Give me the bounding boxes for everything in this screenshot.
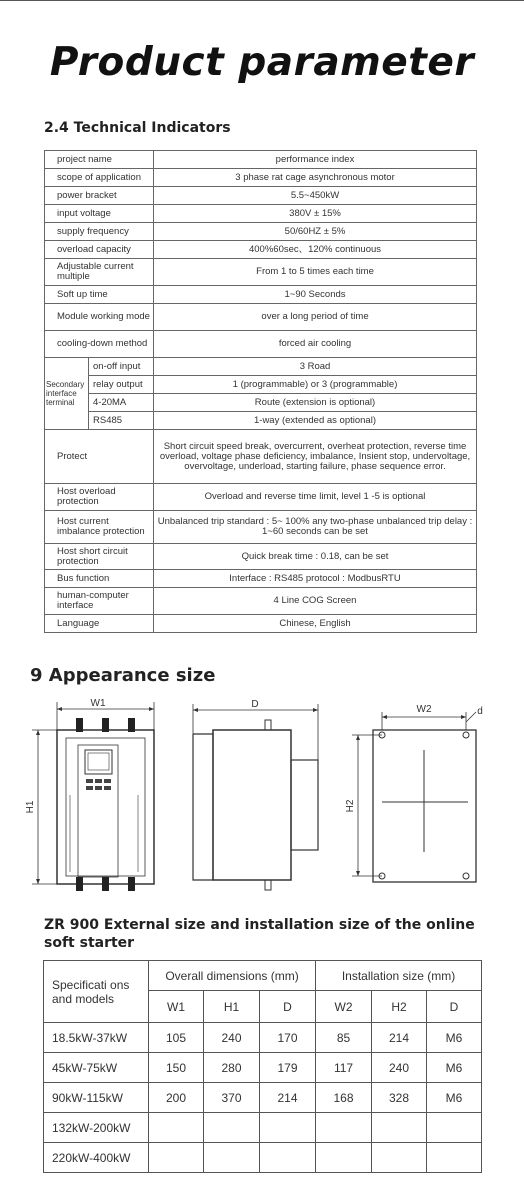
value-cell: 214 <box>260 1083 316 1113</box>
installation-size-table <box>43 960 482 1173</box>
row-value: 50/60HZ ± 5% <box>154 223 477 241</box>
value-cell: 117 <box>316 1053 372 1083</box>
row-value: 400%60sec、120% continuous <box>154 241 477 259</box>
value-cell: 179 <box>260 1053 316 1083</box>
table-row <box>45 205 477 223</box>
dim-label-h1: H1 <box>25 800 36 814</box>
model-cell: 45kW-75kW <box>44 1053 149 1083</box>
table-row <box>45 358 477 376</box>
value-cell: 240 <box>204 1023 260 1053</box>
table-row <box>45 241 477 259</box>
dim-label-d: D <box>251 699 259 710</box>
value-cell <box>316 1113 372 1143</box>
subheader-w2: W2 <box>316 991 372 1023</box>
value-cell: 170 <box>260 1023 316 1053</box>
row-label: Host current imbalance protection <box>45 511 154 544</box>
table-row <box>44 1083 482 1113</box>
dim-label-w2: W2 <box>416 704 432 715</box>
row-label: overload capacity <box>45 241 154 259</box>
subheader-d-install: D <box>427 991 482 1023</box>
table-row <box>44 1053 482 1083</box>
row-value: Overload and reverse time limit, level 1 -5 is optional <box>154 484 477 511</box>
table-row <box>45 570 477 588</box>
dim-label-h2: H2 <box>345 799 356 813</box>
table-row <box>45 376 477 394</box>
value-cell <box>316 1143 372 1173</box>
table-row <box>44 1143 482 1173</box>
value-cell: M6 <box>427 1083 482 1113</box>
value-cell: 214 <box>372 1023 427 1053</box>
subheader-w1: W1 <box>149 991 204 1023</box>
row-label: cooling-down method <box>45 331 154 358</box>
row-label: supply frequency <box>45 223 154 241</box>
row-value: 380V ± 15% <box>154 205 477 223</box>
row-value: 3 phase rat cage asynchronous motor <box>154 169 477 187</box>
value-cell <box>260 1113 316 1143</box>
overall-dimensions-header: Overall dimensions (mm) <box>149 961 316 991</box>
table-row <box>45 169 477 187</box>
value-cell: M6 <box>427 1023 482 1053</box>
secondary-interface-label: Secondary interface terminal <box>45 358 89 430</box>
value-cell: 240 <box>372 1053 427 1083</box>
subheader-h1: H1 <box>204 991 260 1023</box>
table-row <box>44 1113 482 1143</box>
row-value: 1 (programmable) or 3 (programmable) <box>154 376 477 394</box>
value-cell <box>427 1113 482 1143</box>
row-value: 4 Line COG Screen <box>154 588 477 615</box>
table-row <box>45 430 477 484</box>
dim-label-w1: W1 <box>90 698 106 709</box>
subheader-h2: H2 <box>372 991 427 1023</box>
row-value: over a long period of time <box>154 304 477 331</box>
value-cell: 150 <box>149 1053 204 1083</box>
table-row <box>45 615 477 633</box>
page-title: Product parameter <box>49 40 475 85</box>
row-label: scope of application <box>45 169 154 187</box>
installation-size-header: Installation size (mm) <box>316 961 482 991</box>
models-header: Specificati ons and models <box>44 961 149 1023</box>
row-value: 1~90 Seconds <box>154 286 477 304</box>
row-value: Short circuit speed break, overcurrent, overheat protection, reverse time overload, voltage phase deficiency, imbalance, Insient stop, undervoltage, overvoltage, underload, starting failure, phase sequence error. <box>154 430 477 484</box>
table-row <box>45 223 477 241</box>
row-value: Chinese, English <box>154 615 477 633</box>
value-cell: 370 <box>204 1083 260 1113</box>
row-label: Host short circuit protection <box>45 544 154 570</box>
subheader-d: D <box>260 991 316 1023</box>
table-row <box>45 286 477 304</box>
row-value: Quick break time : 0.18, can be set <box>154 544 477 570</box>
table-row <box>45 484 477 511</box>
row-label: Language <box>45 615 154 633</box>
table-row <box>45 412 477 430</box>
mounting-view-drawing <box>352 712 476 882</box>
technical-indicators-heading: 2.4 Technical Indicators <box>44 120 231 136</box>
row-value: Route (extension is optional) <box>154 394 477 412</box>
row-label: Soft up time <box>45 286 154 304</box>
row-value: Unbalanced trip standard : 5~ 100% any two-phase unbalanced trip delay : 1~60 seconds can be set <box>154 511 477 544</box>
front-view-drawing <box>32 702 154 891</box>
top-divider <box>0 0 524 1</box>
row-label: Bus function <box>45 570 154 588</box>
value-cell <box>204 1143 260 1173</box>
table-row <box>45 187 477 205</box>
header-label-cell: project name <box>45 151 154 169</box>
table-row <box>45 588 477 615</box>
value-cell: 85 <box>316 1023 372 1053</box>
row-label: RS485 <box>89 412 154 430</box>
model-cell: 220kW-400kW <box>44 1143 149 1173</box>
table-row <box>45 394 477 412</box>
table-row <box>45 304 477 331</box>
row-label: Module working mode <box>45 304 154 331</box>
row-value: 5.5~450kW <box>154 187 477 205</box>
row-value: 3 Road <box>154 358 477 376</box>
header-value-cell: performance index <box>154 151 477 169</box>
value-cell <box>260 1143 316 1173</box>
model-cell: 18.5kW-37kW <box>44 1023 149 1053</box>
value-cell <box>204 1113 260 1143</box>
row-label: on-off input <box>89 358 154 376</box>
row-value: 1-way (extended as optional) <box>154 412 477 430</box>
value-cell <box>372 1113 427 1143</box>
row-label: human-computer interface <box>45 588 154 615</box>
row-value: Interface : RS485 protocol : ModbusRTU <box>154 570 477 588</box>
value-cell: 168 <box>316 1083 372 1113</box>
appearance-size-heading: 9 Appearance size <box>30 665 216 686</box>
value-cell <box>372 1143 427 1173</box>
value-cell: M6 <box>427 1053 482 1083</box>
model-cell: 132kW-200kW <box>44 1113 149 1143</box>
row-label: Adjustable current multiple <box>45 259 154 286</box>
row-label: power bracket <box>45 187 154 205</box>
value-cell <box>149 1113 204 1143</box>
dim-label-dsmall: d <box>477 706 483 717</box>
value-cell: 105 <box>149 1023 204 1053</box>
table-row <box>45 544 477 570</box>
value-cell: 200 <box>149 1083 204 1113</box>
value-cell: 328 <box>372 1083 427 1113</box>
table-row <box>45 151 477 169</box>
value-cell <box>149 1143 204 1173</box>
appearance-drawings <box>0 690 524 900</box>
row-value: From 1 to 5 times each time <box>154 259 477 286</box>
row-value: forced air cooling <box>154 331 477 358</box>
table-row <box>45 259 477 286</box>
row-label: relay output <box>89 376 154 394</box>
row-label: 4-20MA <box>89 394 154 412</box>
table-row <box>45 331 477 358</box>
row-label: Host overload protection <box>45 484 154 511</box>
model-cell: 90kW-115kW <box>44 1083 149 1113</box>
row-label: input voltage <box>45 205 154 223</box>
size-table-heading: ZR 900 External size and installation size of the online soft starter <box>44 917 475 951</box>
table-row <box>45 511 477 544</box>
technical-indicators-table <box>44 150 477 633</box>
table-header-row <box>44 961 482 991</box>
side-view-drawing <box>193 704 318 890</box>
table-row <box>44 1023 482 1053</box>
value-cell <box>427 1143 482 1173</box>
value-cell: 280 <box>204 1053 260 1083</box>
row-label: Protect <box>45 430 154 484</box>
